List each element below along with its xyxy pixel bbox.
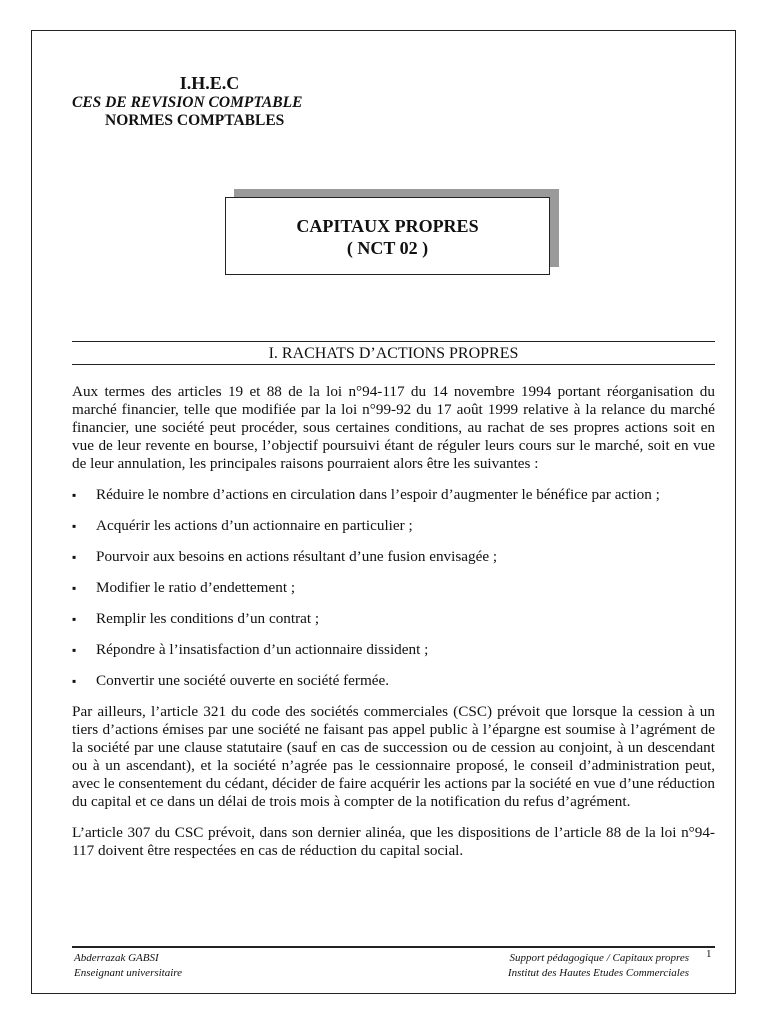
subject-name: NORMES COMPTABLES [105,112,285,129]
footer-institution: Institut des Hautes Etudes Commerciales [507,967,689,979]
paragraph-intro: Aux termes des articles 19 et 88 de la loi n°94-117 du 14 novembre 1994 portant réorganisation du marché financier, telle que modifiée par la loi n°99-92 du 17 août 1999 relative à la relance du marché financier, une société peut procéder, sous certaines conditions, au rachat de ses propres actions soit en vue de leur revente en bourse, l’objectif poursuivi étant de réguler leurs cours sur le marché, soit en vue de leur annulation, les principales raisons pourraient alors être les suivantes : [72,383,715,472]
bullet-marker: ▪ [72,581,77,595]
section-heading: I. RACHATS D’ACTIONS PROPRES [72,341,715,365]
title-line1: CAPITAUX PROPRES [296,216,479,236]
institution-acronym: I.H.E.C [179,73,240,93]
reasons-list [72,486,715,690]
course-name: CES DE REVISION COMPTABLE [72,94,303,111]
document-body [72,383,715,860]
paragraph-csc-321: Par ailleurs, l’article 321 du code des sociétés commerciales (CSC) prévoit que lorsque la cession à un tiers d’actions émises par une société ne faisant pas appel public à l’épargne est soumise à l’agrément de la société par une clause statutaire (sauf en cas de succession ou de cession au conjoint, à un descendant ou à un ascendant), et la société n’agrée pas le cessionnaire proposé, le conseil d’administration peut, avec le consentement du cédant, décider de faire acquérir les actions par la société en vue d’une réduction du capital et ce dans un délai de trois mois à compter de la notification du refus d’agrément. [72,703,715,810]
list-item: ▪ Acquérir les actions d’un actionnaire en particulier ; [72,517,413,534]
list-item: ▪ Répondre à l’insatisfaction d’un actionnaire dissident ; [72,641,429,658]
title-line2: ( NCT 02 ) [346,238,429,258]
list-item: ▪ Modifier le ratio d’endettement ; [72,579,296,596]
list-item: ▪ Pourvoir aux besoins en actions résultant d’une fusion envisagée ; [72,548,498,565]
footer-divider [72,946,715,948]
bullet-marker: ▪ [72,550,77,564]
list-item: ▪ Convertir une société ouverte en société fermée. [72,672,390,689]
list-item: ▪ Remplir les conditions d’un contrat ; [72,610,320,627]
bullet-marker: ▪ [72,674,77,688]
list-item: ▪ Réduire le nombre d’actions en circulation dans l’espoir d’augmenter le bénéfice par action ; [72,486,660,503]
title-box [225,197,550,275]
page-number: 1 [706,948,712,960]
footer-right [508,951,689,981]
bullet-marker: ▪ [72,643,77,657]
document-header [72,72,372,130]
footer-left [74,951,182,981]
bullet-marker: ▪ [72,519,77,533]
footer-doc-title: Support pédagogique / Capitaux propres [509,952,689,964]
footer-author-role: Enseignant universitaire [74,967,183,979]
footer-author: Abderrazak GABSI [74,952,159,964]
bullet-marker: ▪ [72,612,77,626]
bullet-marker: ▪ [72,488,77,502]
paragraph-csc-307: L’article 307 du CSC prévoit, dans son dernier alinéa, que les dispositions de l’article 88 de la loi n°94-117 doivent être respectées en cas de réduction du capital social. [72,824,715,859]
